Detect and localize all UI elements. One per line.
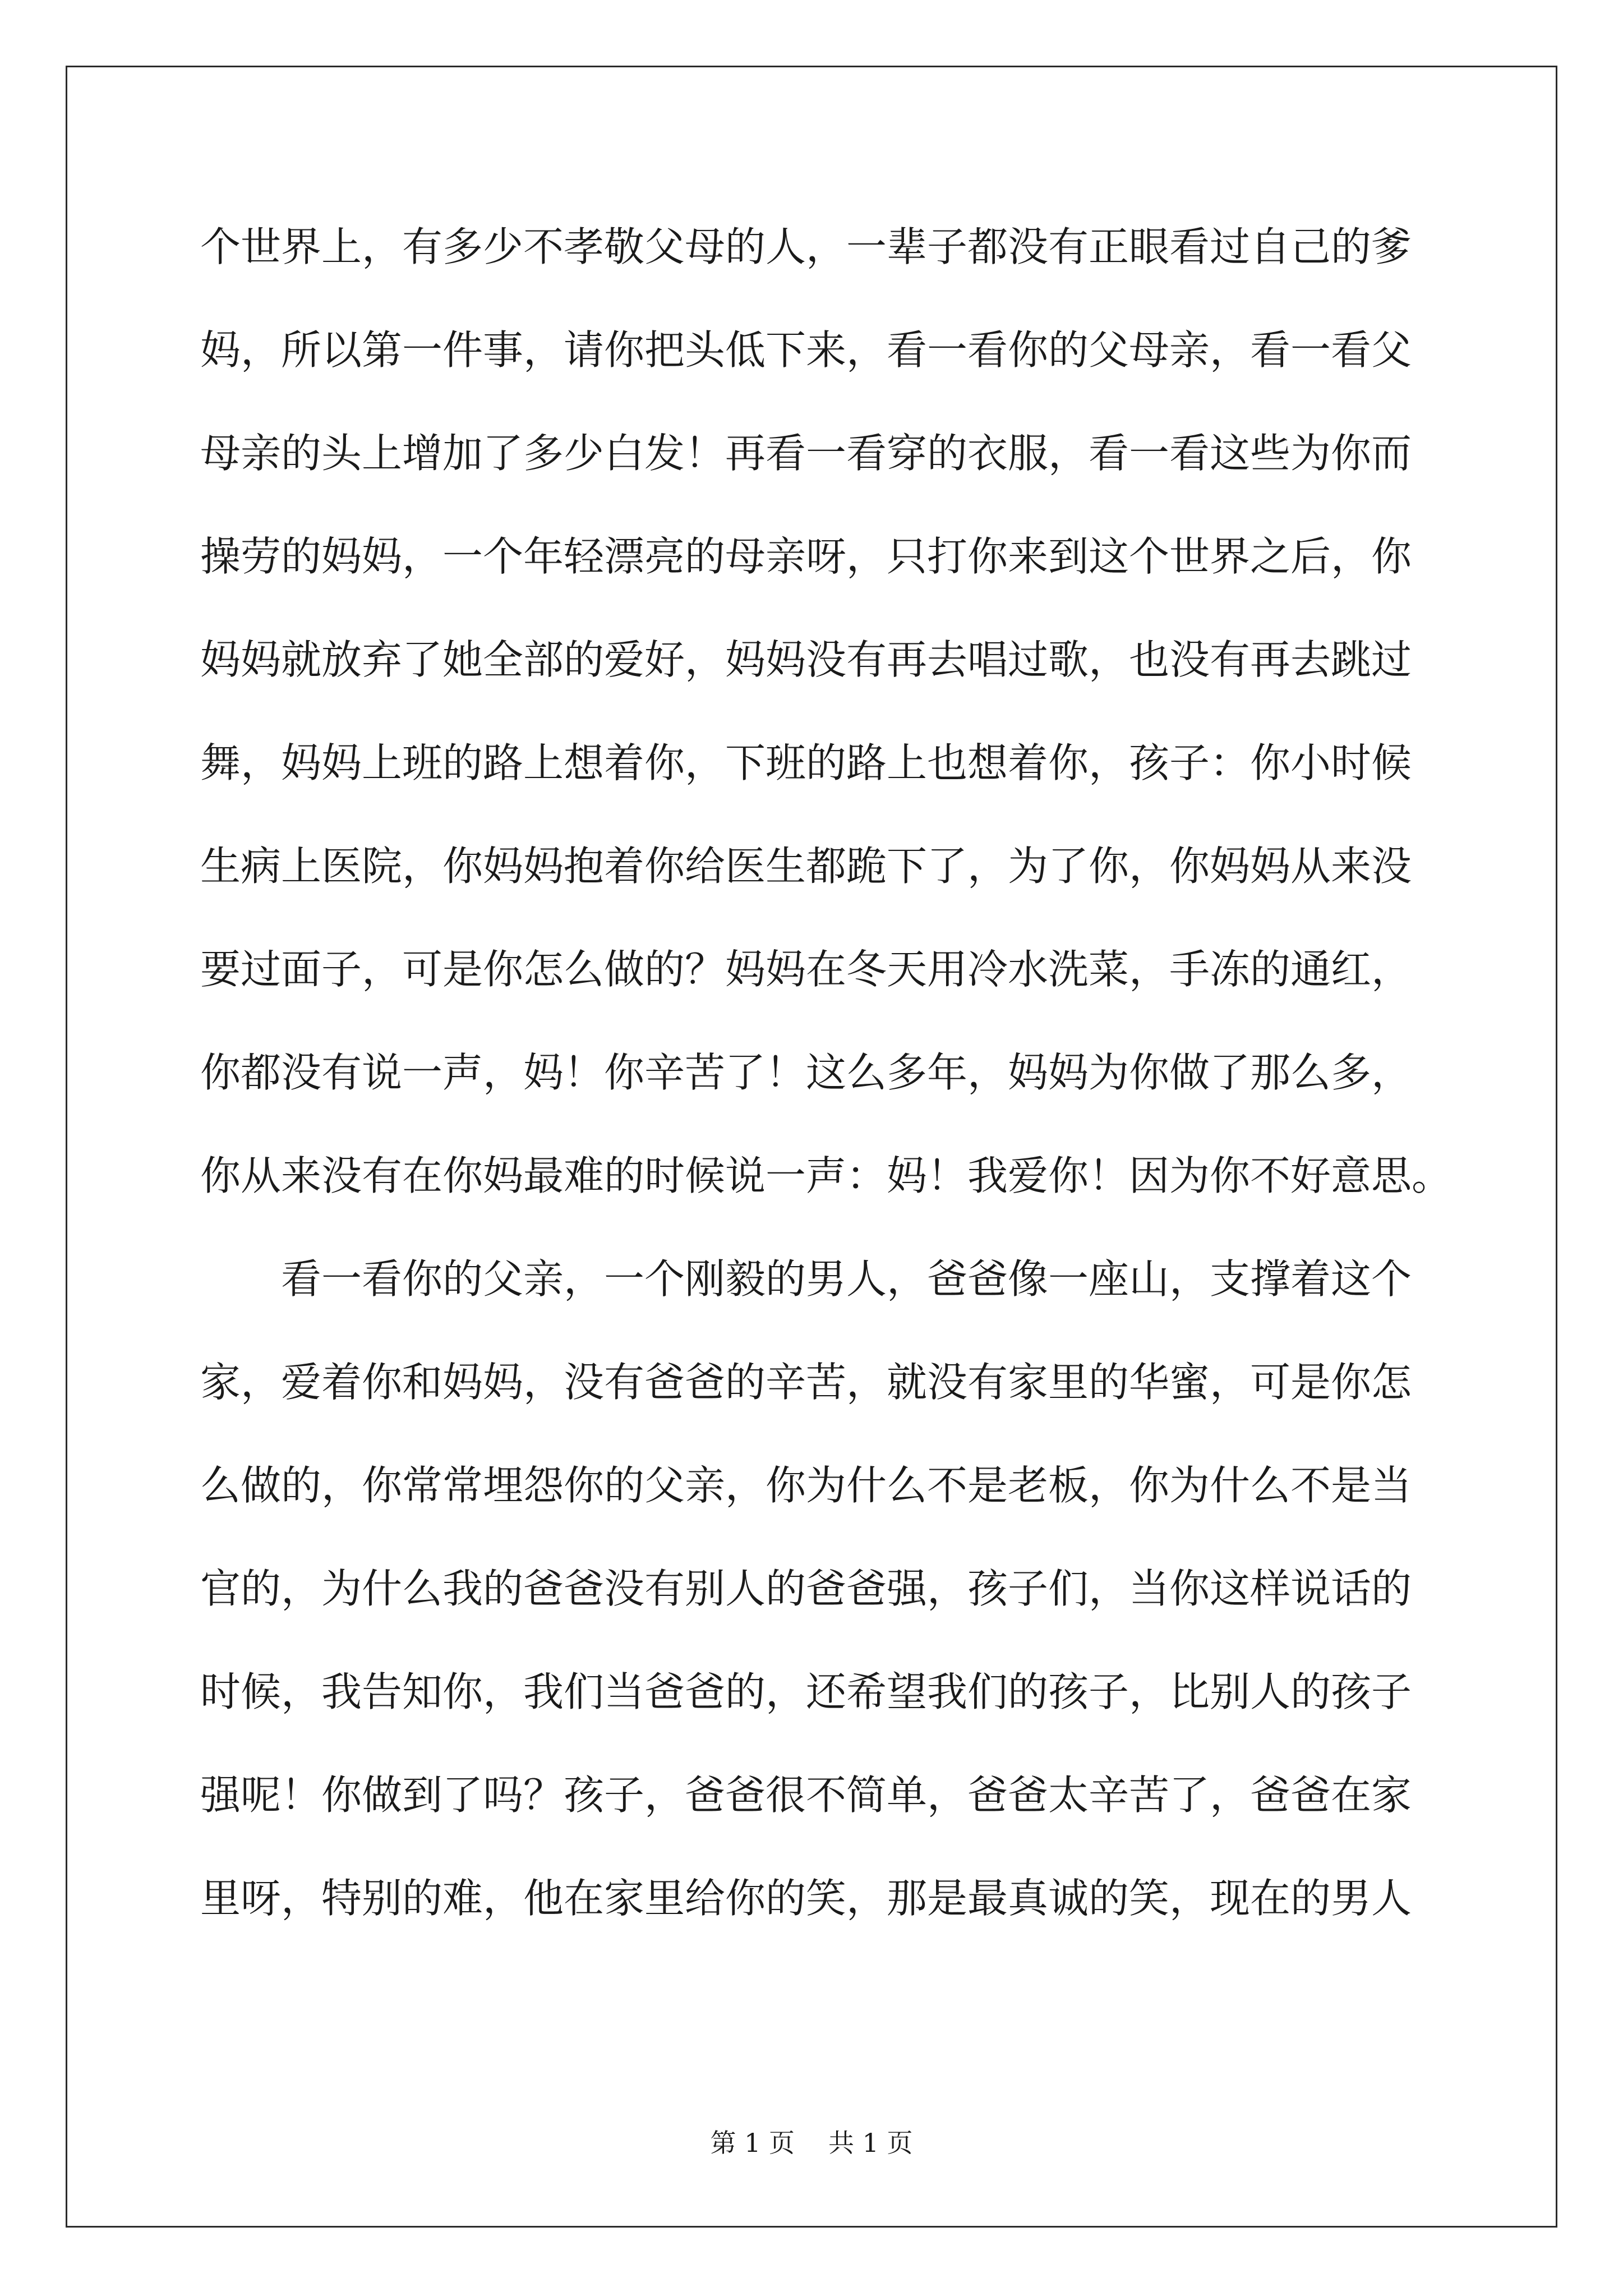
text-line: 生病上医院，你妈妈抱着你给医生都跪下了，为了你，你妈妈从来没 (200, 843, 1412, 890)
text-line: 你都没有说一声，妈！你辛苦了！这么多年，妈妈为你做了那么多， (200, 1049, 1412, 1096)
text-line: 时候，我告知你，我们当爸爸的，还希望我们的孩子，比别人的孩子 (200, 1668, 1412, 1715)
text-line: 你从来没有在你妈最难的时候说一声：妈！我爱你！因为你不好意思。 (200, 1152, 1453, 1199)
text-line: 么做的，你常常埋怨你的父亲，你为什么不是老板，你为什么不是当 (200, 1462, 1412, 1509)
text-line: 强呢！你做到了吗？孩子，爸爸很不简单，爸爸太辛苦了，爸爸在家 (200, 1772, 1412, 1819)
text-line: 个世界上，有多少不孝敬父母的人，一辈子都没有正眼看过自己的爹 (200, 223, 1412, 270)
text-line: 要过面子，可是你怎么做的？妈妈在冬天用冷水洗菜，手冻的通红， (200, 946, 1412, 993)
text-line: 妈妈就放弃了她全部的爱好，妈妈没有再去唱过歌，也没有再去跳过 (200, 636, 1412, 683)
text-line: 看一看你的父亲，一个刚毅的男人，爸爸像一座山，支撑着这个 (200, 1255, 1412, 1303)
text-line: 里呀，特别的难，他在家里给你的笑，那是最真诚的笑，现在的男人 (200, 1875, 1412, 1922)
text-line: 母亲的头上增加了多少白发！再看一看穿的衣服，看一看这些为你而 (200, 430, 1412, 477)
page-total: 共 1 页 (828, 2128, 913, 2158)
text-line: 妈，所以第一件事，请你把头低下来，看一看你的父母亲，看一看父 (200, 326, 1412, 374)
document-body (200, 219, 1453, 1973)
text-line: 家，爱着你和妈妈，没有爸爸的辛苦，就没有家里的华蜜，可是你怎 (200, 1359, 1412, 1406)
text-line: 舞，妈妈上班的路上想着你，下班的路上也想着你，孩子：你小时候 (200, 739, 1412, 786)
page-number: 第 1 页 (710, 2128, 795, 2158)
page-footer (0, 2126, 1623, 2160)
text-line: 操劳的妈妈，一个年轻漂亮的母亲呀，只打你来到这个世界之后，你 (200, 533, 1412, 580)
text-line: 官的，为什么我的爸爸没有别人的爸爸强，孩子们，当你这样说话的 (200, 1565, 1412, 1612)
